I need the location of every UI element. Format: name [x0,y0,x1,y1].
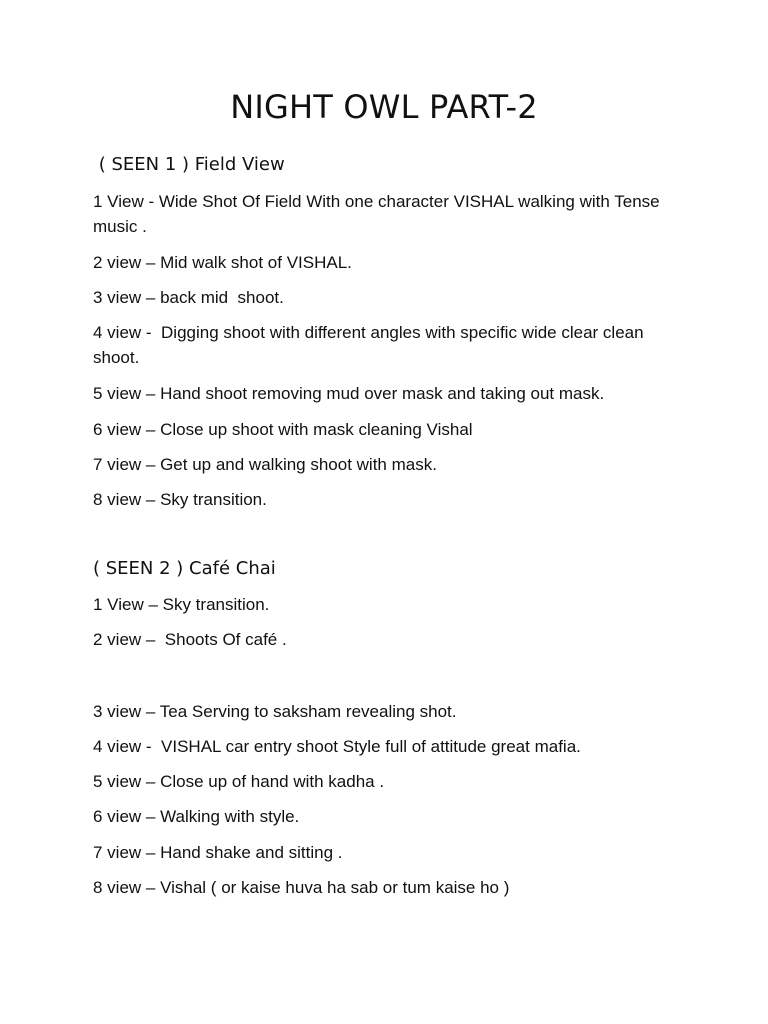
scene-2-view-8: 8 view – Vishal ( or kaise huva ha sab or tum kaise ho ) [93,878,510,897]
scene-1-view-4: 4 view - Digging shoot with different angles with specific wide clear clean shoot. [93,323,649,367]
scene-2-view-2: 2 view – Shoots Of café . [93,630,287,649]
scene-2-view-1: 1 View – Sky transition. [93,595,270,614]
scene-1-view-7: 7 view – Get up and walking shoot with mask. [93,455,437,474]
scene-1-view-5: 5 view – Hand shoot removing mud over mask and taking out mask. [93,384,605,403]
scene-1-view-1: 1 View - Wide Shot Of Field With one character VISHAL walking with Tense music . [93,192,665,236]
document-title: NIGHT OWL PART-2 [230,88,538,126]
scene-2-view-7: 7 view – Hand shake and sitting . [93,843,343,862]
scene-2-view-3: 3 view – Tea Serving to saksham revealing shot. [93,702,457,721]
scene-2-view-6: 6 view – Walking with style. [93,807,300,826]
scene-1-view-6: 6 view – Close up shoot with mask cleaning Vishal [93,420,473,439]
scene-2-view-5: 5 view – Close up of hand with kadha . [93,772,385,791]
scene-1-heading: ( SEEN 1 ) Field View [93,154,285,175]
scene-2-view-4: 4 view - VISHAL car entry shoot Style full of attitude great mafia. [93,737,581,756]
scene-2-heading: ( SEEN 2 ) Café Chai [93,558,276,579]
scene-1-view-2: 2 view – Mid walk shot of VISHAL. [93,253,352,272]
scene-1-view-8: 8 view – Sky transition. [93,490,267,509]
scene-1-view-3: 3 view – back mid shoot. [93,288,284,307]
